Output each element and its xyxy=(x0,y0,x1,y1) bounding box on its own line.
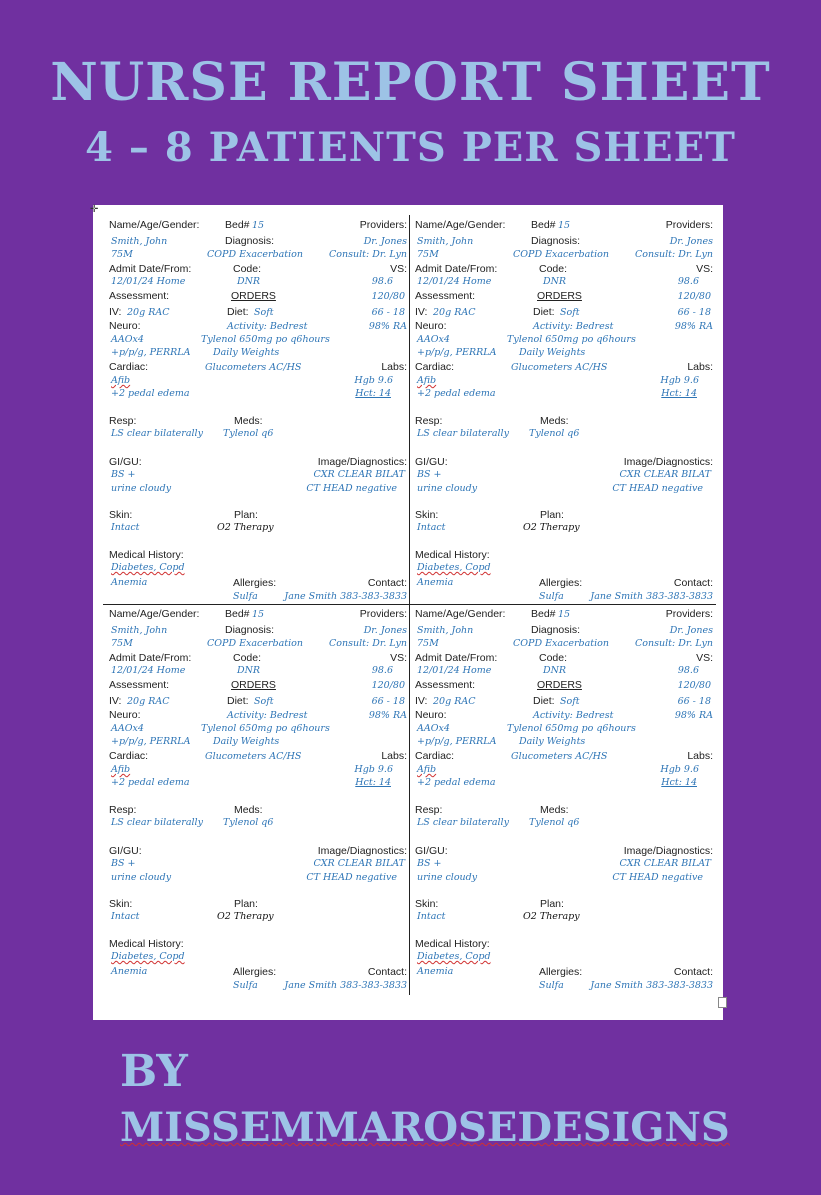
weights-order: Daily Weights xyxy=(519,347,586,358)
patient-age-gender: 75M xyxy=(111,249,133,260)
hct-value: Hct: 14 xyxy=(355,388,391,399)
patient-age-gender: 75M xyxy=(417,638,439,649)
admit-value: 12/01/24 Home xyxy=(111,665,186,676)
neuro-label: Neuro: xyxy=(415,320,447,332)
diagnosis-value: COPD Exacerbation xyxy=(513,638,609,649)
ct-value: CT HEAD negative xyxy=(612,872,703,883)
bed-label: Bed# xyxy=(225,608,250,620)
iv-value: 20g RAC xyxy=(127,696,170,707)
meds-label: Meds: xyxy=(540,415,569,427)
skin-value: Intact xyxy=(417,911,446,922)
patient-cell xyxy=(109,608,407,993)
orders-label: ORDERS xyxy=(537,290,582,302)
plan-label: Plan: xyxy=(234,509,258,521)
cardiac-value-2: +2 pedal edema xyxy=(417,777,496,788)
vs-label: VS: xyxy=(696,652,713,664)
bed-label: Bed# xyxy=(531,219,556,231)
glucometer-order: Glucometers AC/HS xyxy=(205,362,302,373)
page-title: NURSE REPORT SHEET xyxy=(50,52,771,113)
patient-age-gender: 75M xyxy=(417,249,439,260)
allergy-value: Sulfa xyxy=(539,591,564,602)
cardiac-value-1: Afib xyxy=(111,375,131,386)
column-divider xyxy=(409,215,410,995)
orders-label: ORDERS xyxy=(231,679,276,691)
allergy-value: Sulfa xyxy=(539,980,564,991)
bp-value: 120/80 xyxy=(677,291,711,302)
neuro-value-1: AAOx4 xyxy=(111,723,144,734)
contact-label: Contact: xyxy=(367,966,407,978)
table-resize-handle[interactable] xyxy=(718,997,727,1008)
cxr-value: CXR CLEAR BILAT xyxy=(313,469,405,480)
diet-label: Diet: xyxy=(227,306,249,318)
provider-1: Dr. Jones xyxy=(669,236,713,247)
cardiac-value-1: Afib xyxy=(417,764,437,775)
activity-value: Activity: Bedrest xyxy=(533,710,614,721)
cardiac-label: Cardiac: xyxy=(109,361,149,373)
admit-label: Admit Date/From: xyxy=(415,652,498,664)
patient-age-gender: 75M xyxy=(111,638,133,649)
cxr-value: CXR CLEAR BILAT xyxy=(619,858,711,869)
provider-2: Consult: Dr. Lyn xyxy=(329,249,407,260)
allergies-label: Allergies: xyxy=(233,577,277,589)
meds-label: Meds: xyxy=(234,415,263,427)
patient-cell xyxy=(109,219,407,604)
name-label: Name/Age/Gender: xyxy=(109,608,200,620)
spo2-value: 98% RA xyxy=(368,321,407,332)
byline: BY xyxy=(120,1046,188,1097)
tylenol-order: Tylenol 650mg po q6hours xyxy=(201,334,330,345)
iv-label: IV: xyxy=(109,695,122,707)
skin-label: Skin: xyxy=(109,509,133,521)
contact-value: Jane Smith 383-383-3833 xyxy=(590,980,713,991)
diagnosis-value: COPD Exacerbation xyxy=(513,249,609,260)
contact-label: Contact: xyxy=(367,577,407,589)
diet-value: Soft xyxy=(560,307,580,318)
code-label: Code: xyxy=(539,263,568,275)
tylenol-order: Tylenol 650mg po q6hours xyxy=(507,723,636,734)
meds-value: Tylenol q6 xyxy=(223,428,274,439)
name-label: Name/Age/Gender: xyxy=(415,219,506,231)
plan-value: O2 Therapy xyxy=(217,522,274,533)
orders-label: ORDERS xyxy=(537,679,582,691)
patient-cell xyxy=(415,219,713,604)
gu-value: urine cloudy xyxy=(417,483,478,494)
patient-name: Smith, John xyxy=(417,625,474,636)
cardiac-value-2: +2 pedal edema xyxy=(111,777,190,788)
hct-value: Hct: 14 xyxy=(661,777,697,788)
activity-value: Activity: Bedrest xyxy=(227,321,308,332)
gu-value: urine cloudy xyxy=(111,483,172,494)
plan-value: O2 Therapy xyxy=(523,911,580,922)
admit-label: Admit Date/From: xyxy=(109,652,192,664)
provider-1: Dr. Jones xyxy=(363,625,407,636)
history-label: Medical History: xyxy=(415,549,490,561)
patient-cell xyxy=(415,608,713,993)
code-value: DNR xyxy=(237,665,261,676)
gigu-label: GI/GU: xyxy=(415,845,448,857)
iv-label: IV: xyxy=(415,695,428,707)
admit-value: 12/01/24 Home xyxy=(417,276,492,287)
history-value-1: Diabetes, Copd xyxy=(417,562,491,573)
plan-label: Plan: xyxy=(540,509,564,521)
bed-value: 15 xyxy=(558,220,571,231)
allergy-value: Sulfa xyxy=(233,980,258,991)
history-value-1: Diabetes, Copd xyxy=(111,562,185,573)
cxr-value: CXR CLEAR BILAT xyxy=(619,469,711,480)
page-subtitle: 4 – 8 PATIENTS PER SHEET xyxy=(85,124,736,171)
name-label: Name/Age/Gender: xyxy=(415,608,506,620)
glucometer-order: Glucometers AC/HS xyxy=(511,751,608,762)
gu-value: urine cloudy xyxy=(417,872,478,883)
vs-label: VS: xyxy=(390,263,407,275)
neuro-value-1: AAOx4 xyxy=(417,334,450,345)
image-label: Image/Diagnostics: xyxy=(317,456,407,468)
glucometer-order: Glucometers AC/HS xyxy=(205,751,302,762)
contact-label: Contact: xyxy=(673,577,713,589)
cardiac-label: Cardiac: xyxy=(415,361,455,373)
neuro-value-2: +p/p/g, PERRLA xyxy=(111,736,191,747)
hgb-value: Hgb 9.6 xyxy=(660,375,699,386)
iv-value: 20g RAC xyxy=(433,307,476,318)
providers-label: Providers: xyxy=(665,219,713,231)
hct-value: Hct: 14 xyxy=(355,777,391,788)
ct-value: CT HEAD negative xyxy=(306,872,397,883)
cardiac-value-2: +2 pedal edema xyxy=(417,388,496,399)
skin-value: Intact xyxy=(417,522,446,533)
history-label: Medical History: xyxy=(415,938,490,950)
neuro-label: Neuro: xyxy=(109,320,141,332)
bp-value: 120/80 xyxy=(371,680,405,691)
iv-value: 20g RAC xyxy=(433,696,476,707)
resp-value: LS clear bilaterally xyxy=(417,817,509,828)
cardiac-value-1: Afib xyxy=(417,375,437,386)
diagnosis-label: Diagnosis: xyxy=(531,624,581,636)
neuro-value-2: +p/p/g, PERRLA xyxy=(111,347,191,358)
hr-rr-value: 66 - 18 xyxy=(371,307,405,318)
neuro-value-1: AAOx4 xyxy=(417,723,450,734)
cardiac-label: Cardiac: xyxy=(415,750,455,762)
cxr-value: CXR CLEAR BILAT xyxy=(313,858,405,869)
weights-order: Daily Weights xyxy=(213,736,280,747)
plan-value: O2 Therapy xyxy=(217,911,274,922)
diet-label: Diet: xyxy=(227,695,249,707)
gi-value: BS + xyxy=(417,858,442,869)
tylenol-order: Tylenol 650mg po q6hours xyxy=(507,334,636,345)
bed-value: 15 xyxy=(252,609,265,620)
history-value-2: Anemia xyxy=(111,577,148,588)
diet-label: Diet: xyxy=(533,695,555,707)
providers-label: Providers: xyxy=(665,608,713,620)
temp-value: 98.6 xyxy=(371,665,393,676)
patient-name: Smith, John xyxy=(417,236,474,247)
image-label: Image/Diagnostics: xyxy=(317,845,407,857)
orders-label: ORDERS xyxy=(231,290,276,302)
neuro-label: Neuro: xyxy=(109,709,141,721)
neuro-label: Neuro: xyxy=(415,709,447,721)
plan-label: Plan: xyxy=(234,898,258,910)
image-label: Image/Diagnostics: xyxy=(623,456,713,468)
bed-label: Bed# xyxy=(225,219,250,231)
meds-value: Tylenol q6 xyxy=(529,817,580,828)
providers-label: Providers: xyxy=(359,608,407,620)
iv-label: IV: xyxy=(415,306,428,318)
resp-label: Resp: xyxy=(415,415,443,427)
gigu-label: GI/GU: xyxy=(109,456,142,468)
code-value: DNR xyxy=(543,276,567,287)
code-value: DNR xyxy=(543,665,567,676)
plan-value: O2 Therapy xyxy=(523,522,580,533)
table-move-handle-icon[interactable]: ✛ xyxy=(90,204,99,215)
assessment-label: Assessment: xyxy=(109,290,170,302)
patient-name: Smith, John xyxy=(111,625,168,636)
bed-label: Bed# xyxy=(531,608,556,620)
skin-value: Intact xyxy=(111,522,140,533)
contact-value: Jane Smith 383-383-3833 xyxy=(590,591,713,602)
temp-value: 98.6 xyxy=(371,276,393,287)
skin-label: Skin: xyxy=(109,898,133,910)
diagnosis-label: Diagnosis: xyxy=(531,235,581,247)
history-value-2: Anemia xyxy=(417,966,454,977)
assessment-label: Assessment: xyxy=(109,679,170,691)
diet-value: Soft xyxy=(254,307,274,318)
history-value-1: Diabetes, Copd xyxy=(417,951,491,962)
temp-value: 98.6 xyxy=(677,276,699,287)
meds-label: Meds: xyxy=(234,804,263,816)
contact-label: Contact: xyxy=(673,966,713,978)
admit-value: 12/01/24 Home xyxy=(111,276,186,287)
vs-label: VS: xyxy=(390,652,407,664)
cardiac-label: Cardiac: xyxy=(109,750,149,762)
code-label: Code: xyxy=(233,652,262,664)
resp-value: LS clear bilaterally xyxy=(417,428,509,439)
gi-value: BS + xyxy=(111,469,136,480)
neuro-value-2: +p/p/g, PERRLA xyxy=(417,347,497,358)
resp-value: LS clear bilaterally xyxy=(111,428,203,439)
diet-label: Diet: xyxy=(533,306,555,318)
image-label: Image/Diagnostics: xyxy=(623,845,713,857)
hgb-value: Hgb 9.6 xyxy=(660,764,699,775)
bp-value: 120/80 xyxy=(371,291,405,302)
skin-label: Skin: xyxy=(415,509,439,521)
resp-label: Resp: xyxy=(109,804,137,816)
iv-label: IV: xyxy=(109,306,122,318)
labs-label: Labs: xyxy=(381,361,407,373)
history-value-2: Anemia xyxy=(111,966,148,977)
meds-value: Tylenol q6 xyxy=(223,817,274,828)
contact-value: Jane Smith 383-383-3833 xyxy=(284,591,407,602)
row-divider xyxy=(103,604,716,605)
allergies-label: Allergies: xyxy=(539,966,583,978)
diagnosis-value: COPD Exacerbation xyxy=(207,638,303,649)
ct-value: CT HEAD negative xyxy=(306,483,397,494)
weights-order: Daily Weights xyxy=(519,736,586,747)
labs-label: Labs: xyxy=(381,750,407,762)
report-sheet xyxy=(90,204,723,1020)
providers-label: Providers: xyxy=(359,219,407,231)
cardiac-value-2: +2 pedal edema xyxy=(111,388,190,399)
cardiac-value-1: Afib xyxy=(111,764,131,775)
provider-2: Consult: Dr. Lyn xyxy=(329,638,407,649)
contact-value: Jane Smith 383-383-3833 xyxy=(284,980,407,991)
activity-value: Activity: Bedrest xyxy=(227,710,308,721)
diagnosis-value: COPD Exacerbation xyxy=(207,249,303,260)
bed-value: 15 xyxy=(252,220,265,231)
neuro-value-2: +p/p/g, PERRLA xyxy=(417,736,497,747)
diagnosis-label: Diagnosis: xyxy=(225,624,275,636)
gigu-label: GI/GU: xyxy=(109,845,142,857)
code-value: DNR xyxy=(237,276,261,287)
code-label: Code: xyxy=(539,652,568,664)
history-label: Medical History: xyxy=(109,938,184,950)
activity-value: Activity: Bedrest xyxy=(533,321,614,332)
iv-value: 20g RAC xyxy=(127,307,170,318)
hgb-value: Hgb 9.6 xyxy=(354,375,393,386)
bed-value: 15 xyxy=(558,609,571,620)
neuro-value-1: AAOx4 xyxy=(111,334,144,345)
name-label: Name/Age/Gender: xyxy=(109,219,200,231)
spo2-value: 98% RA xyxy=(674,321,713,332)
hr-rr-value: 66 - 18 xyxy=(677,696,711,707)
allergies-label: Allergies: xyxy=(539,577,583,589)
hct-value: Hct: 14 xyxy=(661,388,697,399)
history-value-1: Diabetes, Copd xyxy=(111,951,185,962)
admit-value: 12/01/24 Home xyxy=(417,665,492,676)
meds-value: Tylenol q6 xyxy=(529,428,580,439)
provider-1: Dr. Jones xyxy=(363,236,407,247)
author-name: MISSEMMAROSEDESIGNS xyxy=(120,1104,730,1151)
provider-2: Consult: Dr. Lyn xyxy=(635,638,713,649)
hr-rr-value: 66 - 18 xyxy=(371,696,405,707)
bp-value: 120/80 xyxy=(677,680,711,691)
hgb-value: Hgb 9.6 xyxy=(354,764,393,775)
allergies-label: Allergies: xyxy=(233,966,277,978)
diagnosis-label: Diagnosis: xyxy=(225,235,275,247)
assessment-label: Assessment: xyxy=(415,679,476,691)
temp-value: 98.6 xyxy=(677,665,699,676)
diet-value: Soft xyxy=(254,696,274,707)
gu-value: urine cloudy xyxy=(111,872,172,883)
admit-label: Admit Date/From: xyxy=(109,263,192,275)
admit-label: Admit Date/From: xyxy=(415,263,498,275)
resp-label: Resp: xyxy=(109,415,137,427)
resp-value: LS clear bilaterally xyxy=(111,817,203,828)
gigu-label: GI/GU: xyxy=(415,456,448,468)
ct-value: CT HEAD negative xyxy=(612,483,703,494)
history-label: Medical History: xyxy=(109,549,184,561)
meds-label: Meds: xyxy=(540,804,569,816)
spo2-value: 98% RA xyxy=(368,710,407,721)
assessment-label: Assessment: xyxy=(415,290,476,302)
plan-label: Plan: xyxy=(540,898,564,910)
resp-label: Resp: xyxy=(415,804,443,816)
patient-name: Smith, John xyxy=(111,236,168,247)
provider-1: Dr. Jones xyxy=(669,625,713,636)
skin-label: Skin: xyxy=(415,898,439,910)
tylenol-order: Tylenol 650mg po q6hours xyxy=(201,723,330,734)
allergy-value: Sulfa xyxy=(233,591,258,602)
vs-label: VS: xyxy=(696,263,713,275)
gi-value: BS + xyxy=(111,858,136,869)
hr-rr-value: 66 - 18 xyxy=(677,307,711,318)
code-label: Code: xyxy=(233,263,262,275)
labs-label: Labs: xyxy=(687,750,713,762)
history-value-2: Anemia xyxy=(417,577,454,588)
glucometer-order: Glucometers AC/HS xyxy=(511,362,608,373)
provider-2: Consult: Dr. Lyn xyxy=(635,249,713,260)
labs-label: Labs: xyxy=(687,361,713,373)
diet-value: Soft xyxy=(560,696,580,707)
gi-value: BS + xyxy=(417,469,442,480)
spo2-value: 98% RA xyxy=(674,710,713,721)
skin-value: Intact xyxy=(111,911,140,922)
weights-order: Daily Weights xyxy=(213,347,280,358)
